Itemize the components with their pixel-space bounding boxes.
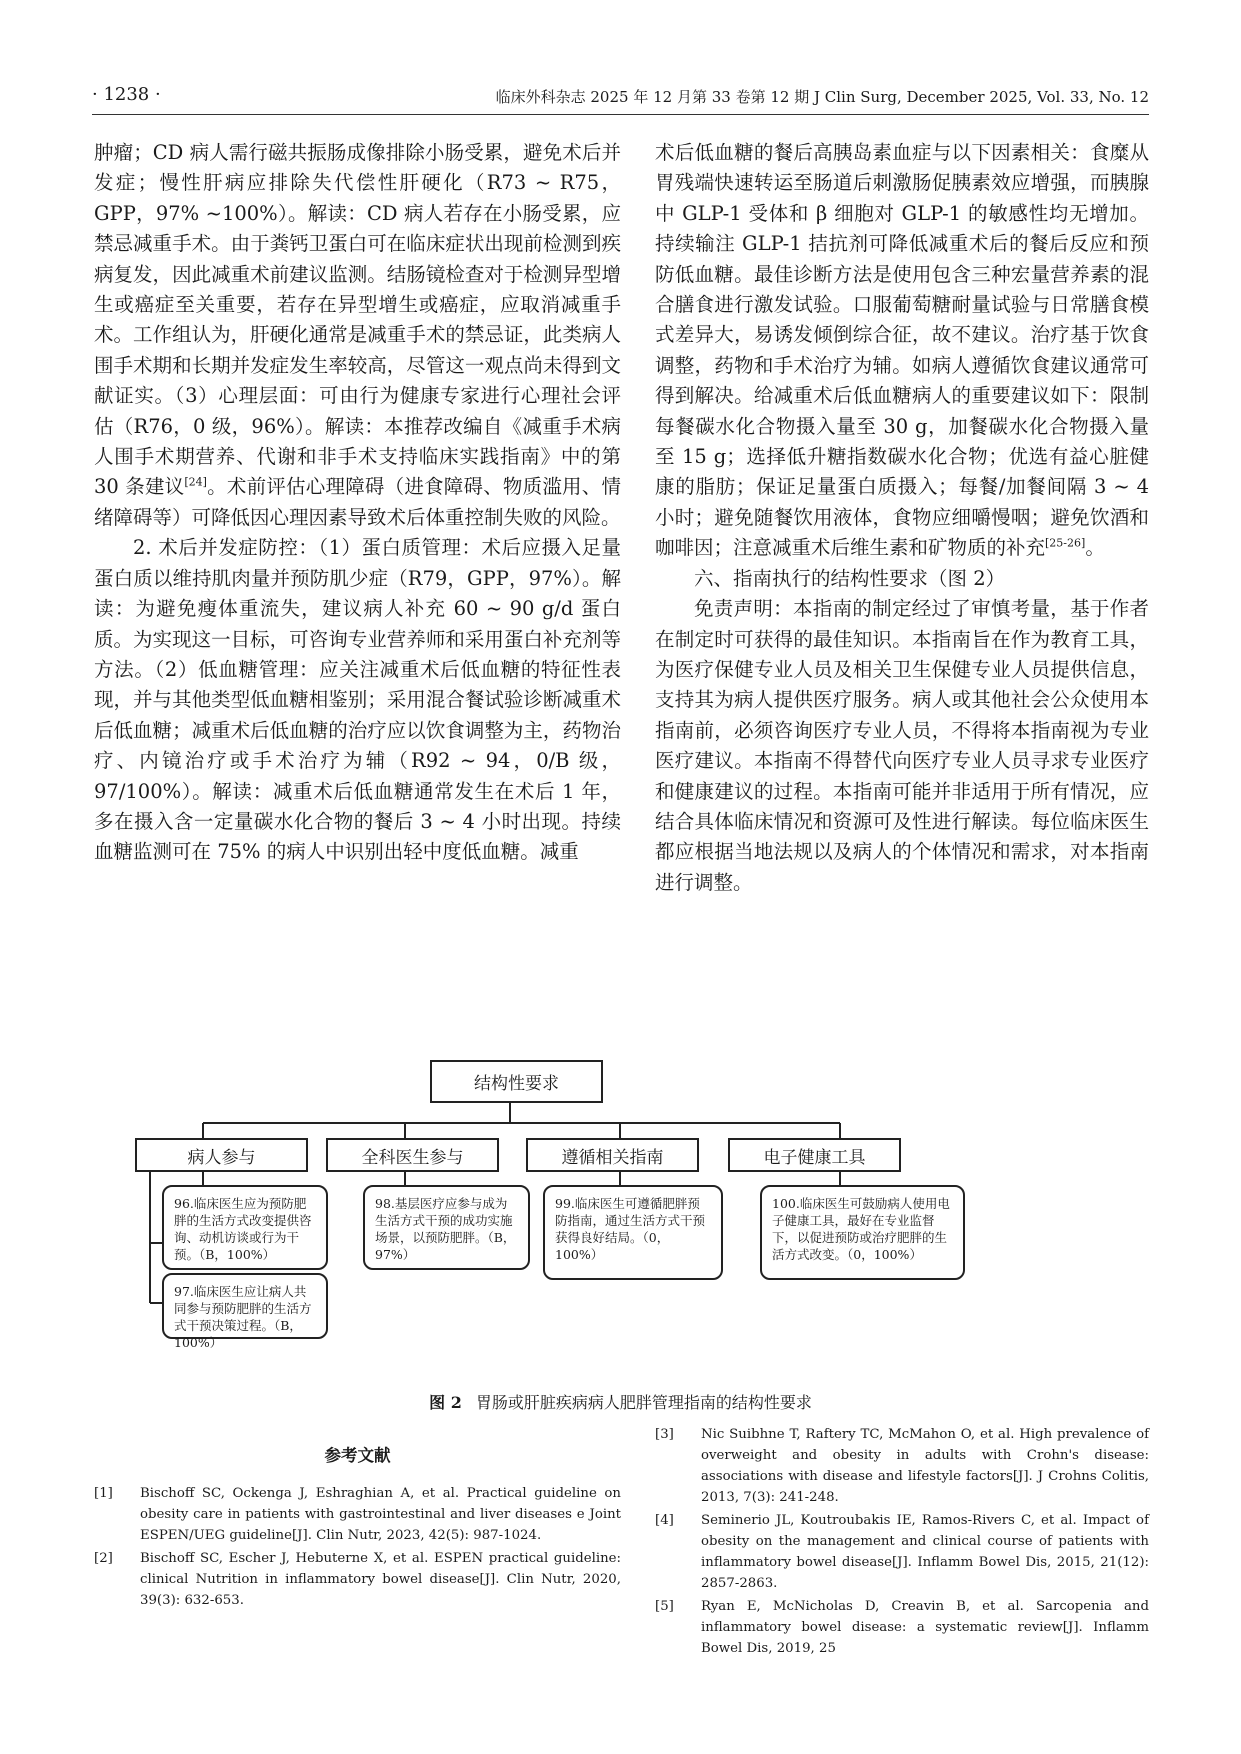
- left-column: [94, 138, 621, 868]
- reference-number: [2]: [94, 1551, 113, 1566]
- reference-number: [3]: [655, 1427, 674, 1442]
- left-paragraph-2: 2. 术后并发症防控：（1）蛋白质管理：术后应摄入足量蛋白质以维持肌肉量并预防肌少症（R79，GPP，97%）。解读：为避免瘦体重流失，建议病人补充 60 ~ 90 g/d 蛋白质。为实现这一目标，可咨询专业营养师和采用蛋白补充剂等方法。（2）低血糖管理：应关注减重术后低血糖的特征性表现，并与其他类型低血糖相鉴别；采用混合餐试验诊断减重术后低血糖；减重术后低血糖的治疗应以饮食调整为主，药物治疗、内镜治疗或手术治疗为辅（R92 ~ 94，0/B 级，97/100%）。解读：减重术后低血糖通常发生在术后 1 年，多在摄入含一定量碳水化合物的餐后 3 ~ 4 小时出现。持续血糖监测可在 75% 的病人中识别出轻中度低血糖。减重: [94, 536, 621, 864]
- citation: [25-26]: [1045, 536, 1086, 550]
- recommendation-100: 100.临床医生可鼓励病人使用电子健康工具，最好在专业监督下，以促进预防或治疗肥胖的生活方式改变。（0，100%）: [760, 1185, 965, 1280]
- references-left: [94, 1483, 621, 1613]
- text-run: 肿瘤；CD 病人需行磁共振肠成像排除小肠受累，避免术后并发症；慢性肝病应排除失代偿性肝硬化（R73 ~ R75，GPP，97% ~100%）。解读：CD 病人若存在小肠受累，应禁忌减重手术。由于粪钙卫蛋白可在临床症状出现前检测到疾病复发，因此减重术前建议监测。结肠镜检查对于检测异型增生或癌症至关重要，若存在异型增生或癌症，应取消减重手术。工作组认为，肝硬化通常是减重手术的禁忌证，此类病人围手术期和长期并发症发生率较高，尽管这一观点尚未得到文献证实。（3）心理层面：可由行为健康专家进行心理社会评估（R76，0 级，96%）。解读：本推荐改编自《减重手术病人围手术期营养、代谢和非手术支持临床实践指南》中的第 30 条建议: [94, 141, 621, 499]
- reference-text: Bischoff SC, Ockenga J, Eshraghian A, et al. Practical guideline on obesity care in patients with gastrointestinal and liver diseases e Joint ESPEN/UEG guideline[J]. Clin Nutr, 2023, 42(5): 987-1024.: [140, 1486, 621, 1543]
- citation: [24]: [184, 475, 207, 489]
- reference-text: Bischoff SC, Escher J, Hebuterne X, et al. ESPEN practical guideline: clinical Nutrition in inflammatory bowel disease[J]. Clin Nutr, 2020, 39(3): 632-653.: [140, 1551, 621, 1608]
- page-header: [92, 80, 1149, 115]
- reference-item: [655, 1424, 1149, 1508]
- reference-item: [655, 1596, 1149, 1659]
- root-node: 结构性要求: [430, 1060, 603, 1103]
- journal-title: 临床外科杂志 2025 年 12 月第 33 卷第 12 期 J Clin Surg, December 2025, Vol. 33, No. 12: [495, 88, 1149, 106]
- recommendation-96: 96.临床医生应为预防肥胖的生活方式改变提供咨询、动机访谈或行为干预。（B，100%）: [162, 1185, 328, 1270]
- references-right: [655, 1424, 1149, 1661]
- reference-item: [94, 1483, 621, 1546]
- category-follow-guidelines: 遵循相关指南: [526, 1138, 699, 1172]
- page-number: · 1238 ·: [92, 84, 161, 105]
- category-ehealth-tools: 电子健康工具: [728, 1138, 901, 1172]
- recommendation-99: 99.临床医生可遵循肥胖预防指南，通过生活方式干预获得良好结局。（0，100%）: [543, 1185, 723, 1280]
- right-paragraph-2: 免责声明：本指南的制定经过了审慎考量，基于作者在制定时可获得的最佳知识。本指南旨在作为教育工具，为医疗保健专业人员及相关卫生保健专业人员提供信息，支持其为病人提供医疗服务。病人或其他社会公众使用本指南前，必须咨询医疗专业人员，不得将本指南视为专业医疗建议。本指南不得替代向医疗专业人员寻求专业医疗和健康建议的过程。本指南可能并非适用于所有情况，应结合具体临床情况和资源可及性进行解读。每位临床医生都应根据当地法规以及病人的个体情况和需求，对本指南进行调整。: [655, 597, 1149, 894]
- reference-text: Nic Suibhne T, Raftery TC, McMahon O, et al. High prevalence of overweight and obesity in adults with Crohn's disease: associations with disease and lifestyle factors[J]. J Crohns Colitis, 2013, 7(3): 241-248.: [701, 1427, 1149, 1505]
- references-heading: 参考文献: [324, 1446, 391, 1465]
- reference-number: [4]: [655, 1513, 674, 1528]
- left-paragraph-1: [94, 138, 621, 533]
- text-run: 。术前评估心理障碍（进食障碍、物质滥用、情绪障碍等）可降低因心理因素导致术后体重控制失败的风险。: [94, 475, 621, 529]
- reference-text: Seminerio JL, Koutroubakis IE, Ramos-Rivers C, et al. Impact of obesity on the management and clinical course of patients with inflammatory bowel disease[J]. Inflamm Bowel Dis, 2015, 21(12): 2857-2863.: [701, 1513, 1149, 1591]
- reference-number: [1]: [94, 1486, 113, 1501]
- reference-item: [94, 1548, 621, 1611]
- text-run: 。: [1085, 536, 1105, 560]
- figure-2: [120, 1055, 1120, 1385]
- right-paragraph-1: [655, 138, 1149, 564]
- section-heading: 六、指南执行的结构性要求（图 2）: [694, 566, 1006, 590]
- reference-text: Ryan E, McNicholas D, Creavin B, et al. Sarcopenia and inflammatory bowel disease: a systematic review[J]. Inflamm Bowel Dis, 2019, 25: [701, 1599, 1149, 1656]
- caption-text: 胃肠或肝脏疾病病人肥胖管理指南的结构性要求: [475, 1393, 812, 1412]
- right-column: [655, 138, 1149, 898]
- category-gp-participation: 全科医生参与: [326, 1138, 499, 1172]
- caption-label: 图 2: [429, 1393, 462, 1412]
- recommendation-97: 97.临床医生应让病人共同参与预防肥胖的生活方式干预决策过程。（B，100%）: [162, 1273, 328, 1339]
- category-patient-participation: 病人参与: [135, 1138, 308, 1172]
- recommendation-98: 98.基层医疗应参与成为生活方式干预的成功实施场景，以预防肥胖。（B，97%）: [363, 1185, 530, 1270]
- reference-number: [5]: [655, 1599, 674, 1614]
- figure-caption: [0, 1390, 1241, 1413]
- text-run: 术后低血糖的餐后高胰岛素血症与以下因素相关：食糜从胃残端快速转运至肠道后刺激肠促胰素效应增强，而胰腺中 GLP-1 受体和 β 细胞对 GLP-1 的敏感性均无增加。持续输注 GLP-1 拮抗剂可降低减重术后的餐后反应和预防低血糖。最佳诊断方法是使用包含三种宏量营养素的混合膳食进行激发试验。口服葡萄糖耐量试验与日常膳食模式差异大，易诱发倾倒综合征，故不建议。治疗基于饮食调整，药物和手术治疗为辅。如病人遵循饮食建议通常可得到解决。给减重术后低血糖病人的重要建议如下：限制每餐碳水化合物摄入量至 30 g，加餐碳水化合物摄入量至 15 g；选择低升糖指数碳水化合物；优选有益心脏健康的脂肪；保证足量蛋白质摄入；每餐/加餐间隔 3 ~ 4 小时；避免随餐饮用液体，食物应细嚼慢咽；避免饮酒和咖啡因；注意减重术后维生素和矿物质的补充: [655, 141, 1149, 560]
- reference-item: [655, 1510, 1149, 1594]
